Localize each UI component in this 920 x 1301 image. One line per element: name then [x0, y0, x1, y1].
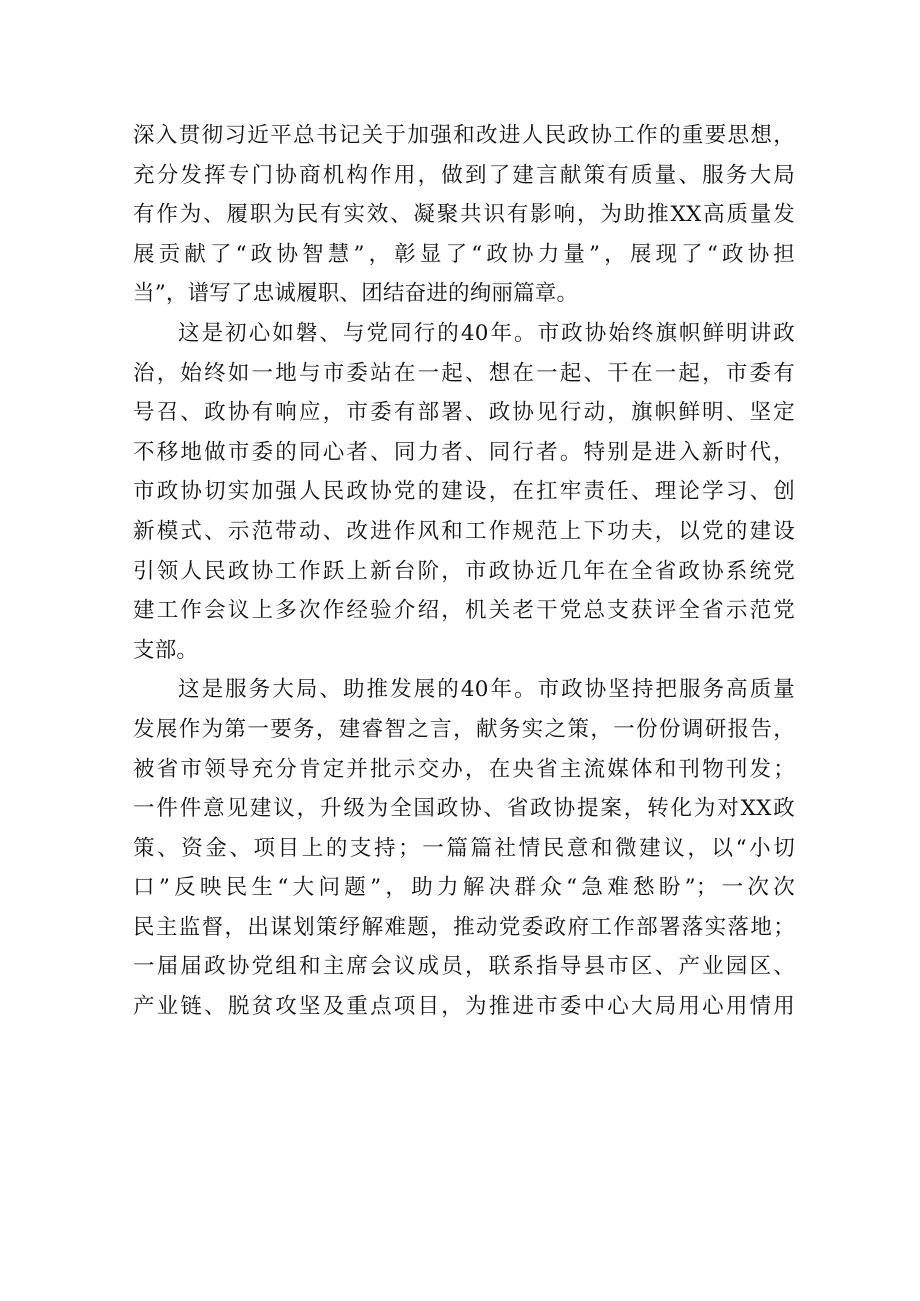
- text-line: 不移地做市委的同心者、同力者、同行者。特别是进入新时代，: [133, 439, 795, 465]
- text-line: 展贡献了“政协智慧”，彰显了“政协力量”，展现了“政协担: [133, 241, 795, 267]
- text-line: 一件件意见建议，升级为全国政协、省政协提案，转化为对XX政: [133, 796, 795, 822]
- document-body: [133, 116, 795, 1027]
- text-line: 深入贯彻习近平总书记关于加强和改进人民政协工作的重要思想，: [133, 123, 795, 148]
- text-line: 充分发挥专门协商机构作用，做到了建言献策有质量、服务大局: [133, 162, 795, 188]
- text-line: 新模式、示范带动、改进作风和工作规范上下功夫，以党的建设: [133, 518, 795, 544]
- text-line: 号召、政协有响应，市委有部署、政协见行动，旗帜鲜明、坚定: [133, 400, 795, 426]
- text-line: 发展作为第一要务，建睿智之言，献务实之策，一份份调研报告，: [133, 716, 795, 742]
- text-line: 建工作会议上多次作经验介绍，机关老干党总支获评全省示范党: [133, 598, 795, 624]
- text-line: 有作为、履职为民有实效、凝聚共识有影响，为助推XX高质量发: [133, 202, 795, 228]
- text-line: 口”反映民生“大问题”，助力解决群众“急难愁盼”；一次次: [133, 875, 795, 901]
- text-line: 产业链、脱贫攻坚及重点项目，为推进市委中心大局用心用情用: [133, 994, 795, 1020]
- text-line: 治，始终如一地与市委站在一起、想在一起、干在一起，市委有: [133, 360, 795, 386]
- text-line: 民主监督，出谋划策纾解难题，推动党委政府工作部署落实落地；: [133, 914, 795, 940]
- text-line: 一届届政协党组和主席会议成员，联系指导县市区、产业园区、: [133, 954, 795, 980]
- text-line: 策、资金、项目上的支持；一篇篇社情民意和微建议，以“小切: [133, 835, 795, 861]
- paragraph-start-line: 这是初心如磐、与党同行的40年。市政协始终旗帜鲜明讲政: [178, 320, 795, 346]
- text-line: 被省市领导充分肯定并批示交办，在央省主流媒体和刊物刊发；: [133, 756, 795, 782]
- paragraph-start-line: 这是服务大局、助推发展的40年。市政协坚持把服务高质量: [178, 677, 795, 703]
- text-line: 支部。: [133, 637, 199, 663]
- text-line: 市政协切实加强人民政协党的建设，在扛牢责任、理论学习、创: [133, 479, 795, 505]
- text-line: 引领人民政协工作跃上新台阶，市政协近几年在全省政协系统党: [133, 558, 795, 584]
- text-line: 当”，谱写了忠诚履职、团结奋进的绚丽篇章。: [133, 281, 579, 307]
